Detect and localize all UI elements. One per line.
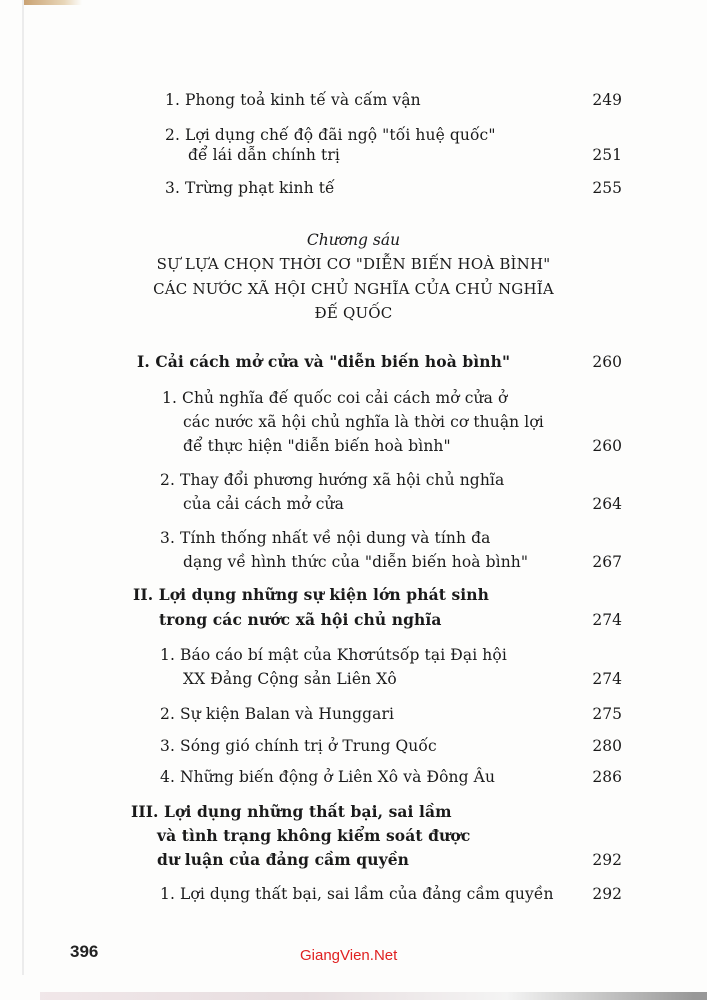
toc-item-text: để thực hiện "diễn biến hoà bình" <box>183 437 451 455</box>
toc-page-number: 255 <box>592 179 622 197</box>
page-edge <box>22 0 24 975</box>
scan-bottom-edge <box>40 992 707 1000</box>
toc-item-text: 3. Tính thống nhất về nội dung và tính đa <box>160 529 491 547</box>
toc-item-text: 1. Báo cáo bí mật của Khơrútsốp tại Đại hội <box>160 646 507 664</box>
toc-page-number: 280 <box>592 737 622 755</box>
chapter-label: Chương sáu <box>306 231 401 249</box>
toc-item-text: 2. Lợi dụng chế độ đãi ngộ "tối huệ quốc" <box>165 126 496 144</box>
chapter-title-line: CÁC NƯỚC XÃ HỘI CHỦ NGHĨA CỦA CHỦ NGHĨA <box>153 280 554 298</box>
toc-item-text: 2. Sự kiện Balan và Hunggari <box>160 705 395 723</box>
toc-page-number: 274 <box>592 611 622 629</box>
section-heading: I. Cải cách mở cửa và "diễn biến hoà bình" <box>137 352 511 371</box>
toc-page-number: 260 <box>592 437 622 455</box>
toc-item-text: 3. Sóng gió chính trị ở Trung Quốc <box>160 737 437 755</box>
toc-page-number: 292 <box>592 885 622 903</box>
toc-item-text: 4. Những biến động ở Liên Xô và Đông Âu <box>160 768 496 786</box>
toc-page-number: 275 <box>592 705 622 723</box>
toc-item-text: 3. Trừng phạt kinh tế <box>165 179 335 197</box>
toc-item-text: 2. Thay đổi phương hướng xã hội chủ nghĩa <box>160 471 505 489</box>
watermark: GiangVien.Net <box>300 947 398 964</box>
toc-page-number: 264 <box>592 495 622 513</box>
toc-page-number: 274 <box>592 670 622 688</box>
toc-page-number: 251 <box>592 146 622 164</box>
page-corner-shadow <box>22 0 82 5</box>
page-number: 396 <box>70 942 99 961</box>
toc-item-text: 1. Phong toả kinh tế và cấm vận <box>165 91 421 109</box>
toc-item-text: dạng về hình thức của "diễn biến hoà bình" <box>183 553 529 571</box>
toc-page-number: 292 <box>592 851 622 869</box>
toc-item-text: 1. Chủ nghĩa đế quốc coi cải cách mở cửa ở <box>162 389 508 407</box>
section-heading: trong các nước xã hội chủ nghĩa <box>159 610 442 629</box>
toc-item-text: XX Đảng Cộng sản Liên Xô <box>183 670 397 688</box>
section-heading: dư luận của đảng cầm quyền <box>157 850 410 869</box>
toc-item-text: các nước xã hội chủ nghĩa là thời cơ thuận lợi <box>183 413 544 431</box>
chapter-title-line: SỰ LỰA CHỌN THỜI CƠ "DIỄN BIẾN HOÀ BÌNH" <box>156 255 551 273</box>
toc-page-number: 260 <box>592 353 622 371</box>
chapter-title-line: ĐẾ QUỐC <box>314 304 393 322</box>
toc-item-text: của cải cách mở cửa <box>183 495 344 513</box>
section-heading: II. Lợi dụng những sự kiện lớn phát sinh <box>133 585 490 604</box>
toc-item-text: để lái dẫn chính trị <box>188 146 340 164</box>
toc-page-number: 286 <box>592 768 622 786</box>
toc-page-number: 267 <box>592 553 622 571</box>
toc-item-text: 1. Lợi dụng thất bại, sai lầm của đảng cầm quyền <box>160 885 554 903</box>
section-heading: và tình trạng không kiểm soát được <box>157 826 471 845</box>
section-heading: III. Lợi dụng những thất bại, sai lầm <box>131 802 452 821</box>
toc-page-number: 249 <box>592 91 622 109</box>
